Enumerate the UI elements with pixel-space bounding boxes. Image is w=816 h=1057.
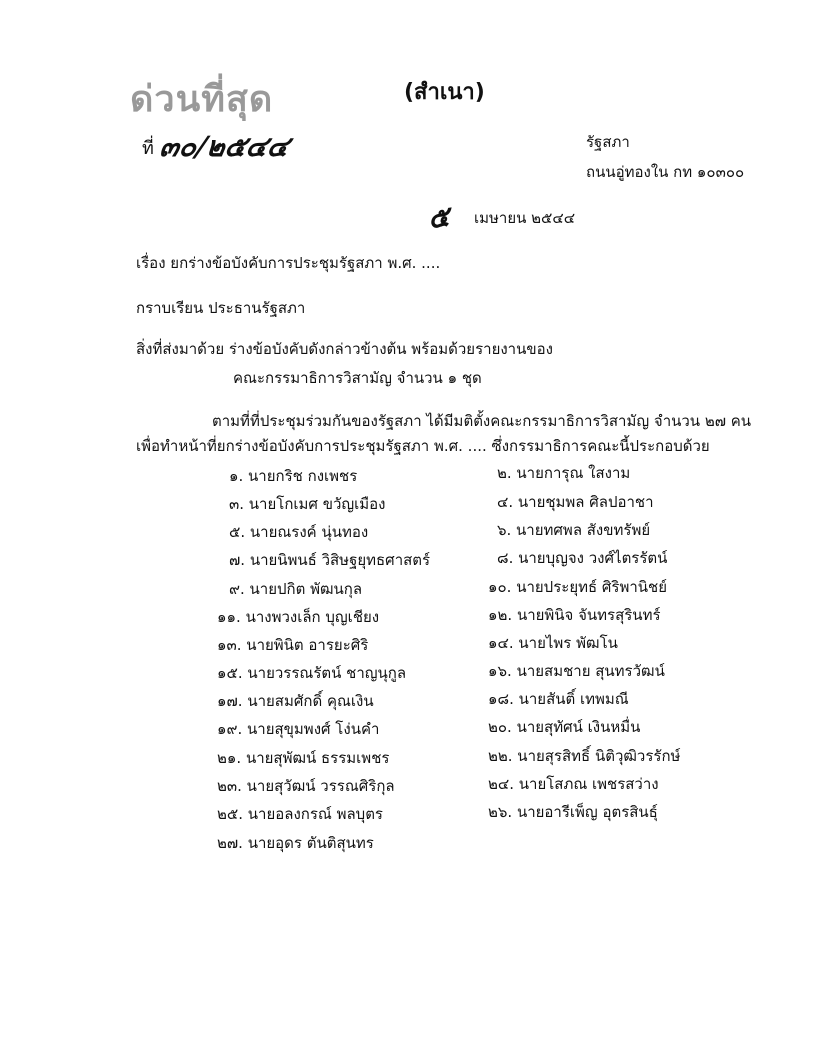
enclosure-line-1: สิ่งที่ส่งมาด้วย ร่างข้อบังคับดังกล่าวข้างต้น พร้อมด้วยรายงานของ (136, 340, 553, 358)
urgent-stamp: ด่วนที่สุด (130, 78, 274, 120)
member-item: ๑๒. นายพินิจ จันทรสุรินทร์ (488, 606, 661, 624)
member-item: ๑๙. นายสุขุมพงศ์ โง่นคำ (217, 720, 380, 738)
member-item: ๒๐. นายสุทัศน์ เงินหมื่น (488, 718, 641, 736)
member-item: ๙. นายปกิต พัฒนกุล (229, 580, 363, 598)
member-item: ๕. นายณรงค์ นุ่นทอง (229, 523, 369, 541)
date-month-year: เมษายน ๒๕๔๔ (474, 209, 576, 227)
member-item: ๑๕. นายวรรณรัตน์ ชาญนุกูล (217, 664, 407, 682)
subject-line: เรื่อง ยกร่างข้อบังคับการประชุมรัฐสภา พ.ศ. .... (136, 254, 441, 272)
member-item: ๖. นายทศพล สังขทรัพย์ (497, 521, 651, 539)
member-item: ๑๑. นางพวงเล็ก บุญเชียง (217, 608, 380, 626)
body-line-1: ตามที่ที่ประชุมร่วมกันของรัฐสภา ได้มีมติตั้งคณะกรรมาธิการวิสามัญ จำนวน ๒๗ คน (212, 412, 752, 430)
member-item: ๑๗. นายสมศักดิ์ คุณเงิน (217, 692, 374, 710)
member-item: ๑๐. นายประยุทธ์ ศิริพานิชย์ (488, 578, 668, 596)
member-item: ๑. นายกริช กงเพชร (229, 467, 358, 485)
member-item: ๔. นายชุมพล ศิลปอาชา (497, 493, 654, 511)
member-item: ๒๓. นายสุวัฒน์ วรรณศิริกุล (217, 777, 395, 795)
member-item: ๒๑. นายสุพัฒน์ ธรรมเพชร (217, 749, 390, 767)
date-day: ๕ (425, 199, 452, 236)
member-item: ๒. นายการุณ ใสงาม (497, 464, 631, 482)
sender-address: ถนนอู่ทองใน กท ๑๐๓๐๐ (586, 163, 745, 181)
reference-number: ๓๐/๒๕๔๔ (157, 130, 292, 163)
body-line-2: เพื่อทำหน้าที่ยกร่างข้อบังคับการประชุมรัฐสภา พ.ศ. .... ซึ่งกรรมาธิการคณะนี้ประกอบด้วย (136, 437, 710, 455)
member-item: ๒๔. นายโสภณ เพชรสว่าง (488, 775, 659, 793)
member-item: ๓. นายโกเมศ ขวัญเมือง (229, 495, 386, 513)
salutation: กราบเรียน ประธานรัฐสภา (136, 299, 306, 317)
enclosure-line-2: คณะกรรมาธิการวิสามัญ จำนวน ๑ ชุด (233, 369, 482, 387)
reference-prefix: ที่ (142, 138, 154, 159)
member-item: ๒๗. นายอุดร ตันติสุนทร (217, 834, 374, 852)
member-item: ๑๔. นายไพร พัฒโน (488, 634, 618, 652)
member-item: ๑๓. นายพินิต อารยะศิริ (217, 636, 369, 654)
member-item: ๒๒. นายสุรสิทธิ์ นิติวุฒิวรรักษ์ (488, 747, 681, 765)
member-item: ๗. นายนิพนธ์ วิสิษฐยุทธศาสตร์ (229, 551, 431, 569)
sender-org: รัฐสภา (586, 133, 630, 151)
member-item: ๑๖. นายสมชาย สุนทรวัฒน์ (488, 662, 665, 680)
copy-mark: (สำเนา) (404, 80, 485, 105)
member-item: ๒๖. นายอารีเพ็ญ อุตรสินธุ์ (488, 803, 658, 821)
member-item: ๒๕. นายอลงกรณ์ พลบุตร (217, 805, 383, 823)
member-item: ๑๘. นายสันติ์ เทพมณี (488, 690, 629, 708)
member-item: ๘. นายบุญจง วงศ์ไตรรัตน์ (497, 549, 668, 567)
